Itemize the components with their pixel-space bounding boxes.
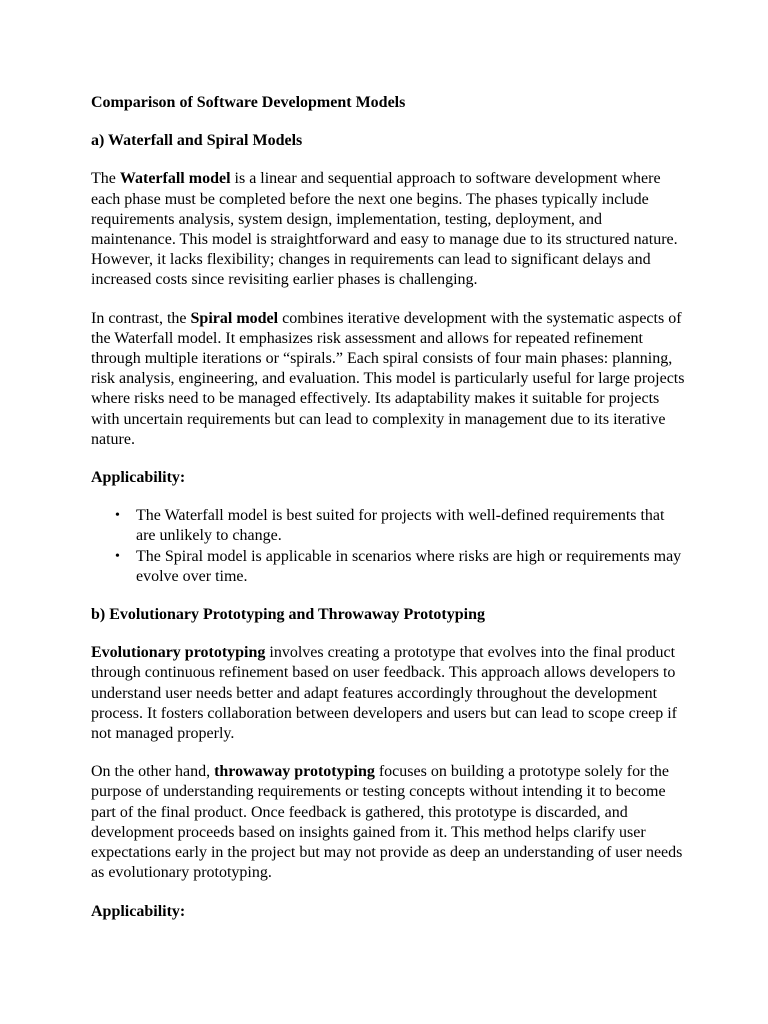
evolutionary-paragraph bbox=[91, 643, 686, 744]
throwaway-paragraph-pre: On the other hand, bbox=[91, 763, 215, 781]
section-b-applicability-heading: Applicability: bbox=[91, 902, 186, 920]
throwaway-paragraph-body: focuses on building a prototype solely for the purpose of understanding requirements or testing concepts without intending it to become part of the final product. Once feedback is gathered, this prototype is discarded, and development proceeds based on insights gained from it. This method helps clarify user expectations early in the project but may not provide as deep an understanding of user needs as evolutionary prototyping. bbox=[91, 763, 683, 882]
section-b-heading: b) Evolutionary Prototyping and Throwaway Prototyping bbox=[91, 606, 485, 624]
bullet-icon: • bbox=[115, 548, 120, 564]
throwaway-prototyping-term: throwaway prototyping bbox=[214, 763, 375, 781]
section-a-applicability-heading: Applicability: bbox=[91, 469, 186, 487]
list-item bbox=[115, 506, 686, 546]
spiral-paragraph-pre: In contrast, the bbox=[91, 309, 191, 327]
bullet-icon: • bbox=[115, 508, 120, 524]
list-item bbox=[115, 547, 686, 587]
throwaway-paragraph bbox=[91, 762, 686, 883]
evolutionary-prototyping-term: Evolutionary prototyping bbox=[91, 644, 266, 662]
list-item-text: The Spiral model is applicable in scenarios where risks are high or requirements may evolve over time. bbox=[136, 547, 682, 585]
spiral-model-term: Spiral model bbox=[190, 309, 279, 327]
list-item-text: The Waterfall model is best suited for projects with well-defined requirements that are unlikely to change. bbox=[136, 507, 665, 545]
document-page bbox=[91, 93, 686, 940]
evolutionary-paragraph-body: involves creating a prototype that evolves into the final product through continuous refinement based on user feedback. This approach allows developers to understand user needs better and adapt features accordingly throughout the development process. It fosters collaboration between developers and users but can lead to scope creep if not managed properly. bbox=[91, 644, 677, 743]
applicability-list bbox=[91, 506, 686, 587]
section-a-heading: a) Waterfall and Spiral Models bbox=[91, 132, 303, 150]
document-title: Comparison of Software Development Models bbox=[91, 94, 406, 111]
waterfall-model-term: Waterfall model bbox=[119, 170, 231, 188]
waterfall-paragraph-pre: The bbox=[91, 170, 120, 188]
waterfall-paragraph bbox=[91, 169, 686, 290]
spiral-paragraph-body: combines iterative development with the systematic aspects of the Waterfall model. It emphasizes risk assessment and allows for repeated refinement through multiple iterations or “spirals.” Each spiral consists of four main phases: planning, risk analysis, engineering, and evaluation. This model is particularly useful for large projects where risks need to be managed effectively. Its adaptability makes it suitable for projects with uncertain requirements but can lead to complexity in management due to its iterative nature. bbox=[91, 309, 685, 448]
waterfall-paragraph-body: is a linear and sequential approach to software development where each phase must be completed before the next one begins. The phases typically include requirements analysis, system design, implementation, testing, deployment, and maintenance. This model is straightforward and easy to manage due to its structured nature. However, it lacks flexibility; changes in requirements can lead to significant delays and increased costs since revisiting earlier phases is challenging. bbox=[91, 170, 678, 289]
spiral-paragraph bbox=[91, 309, 686, 450]
